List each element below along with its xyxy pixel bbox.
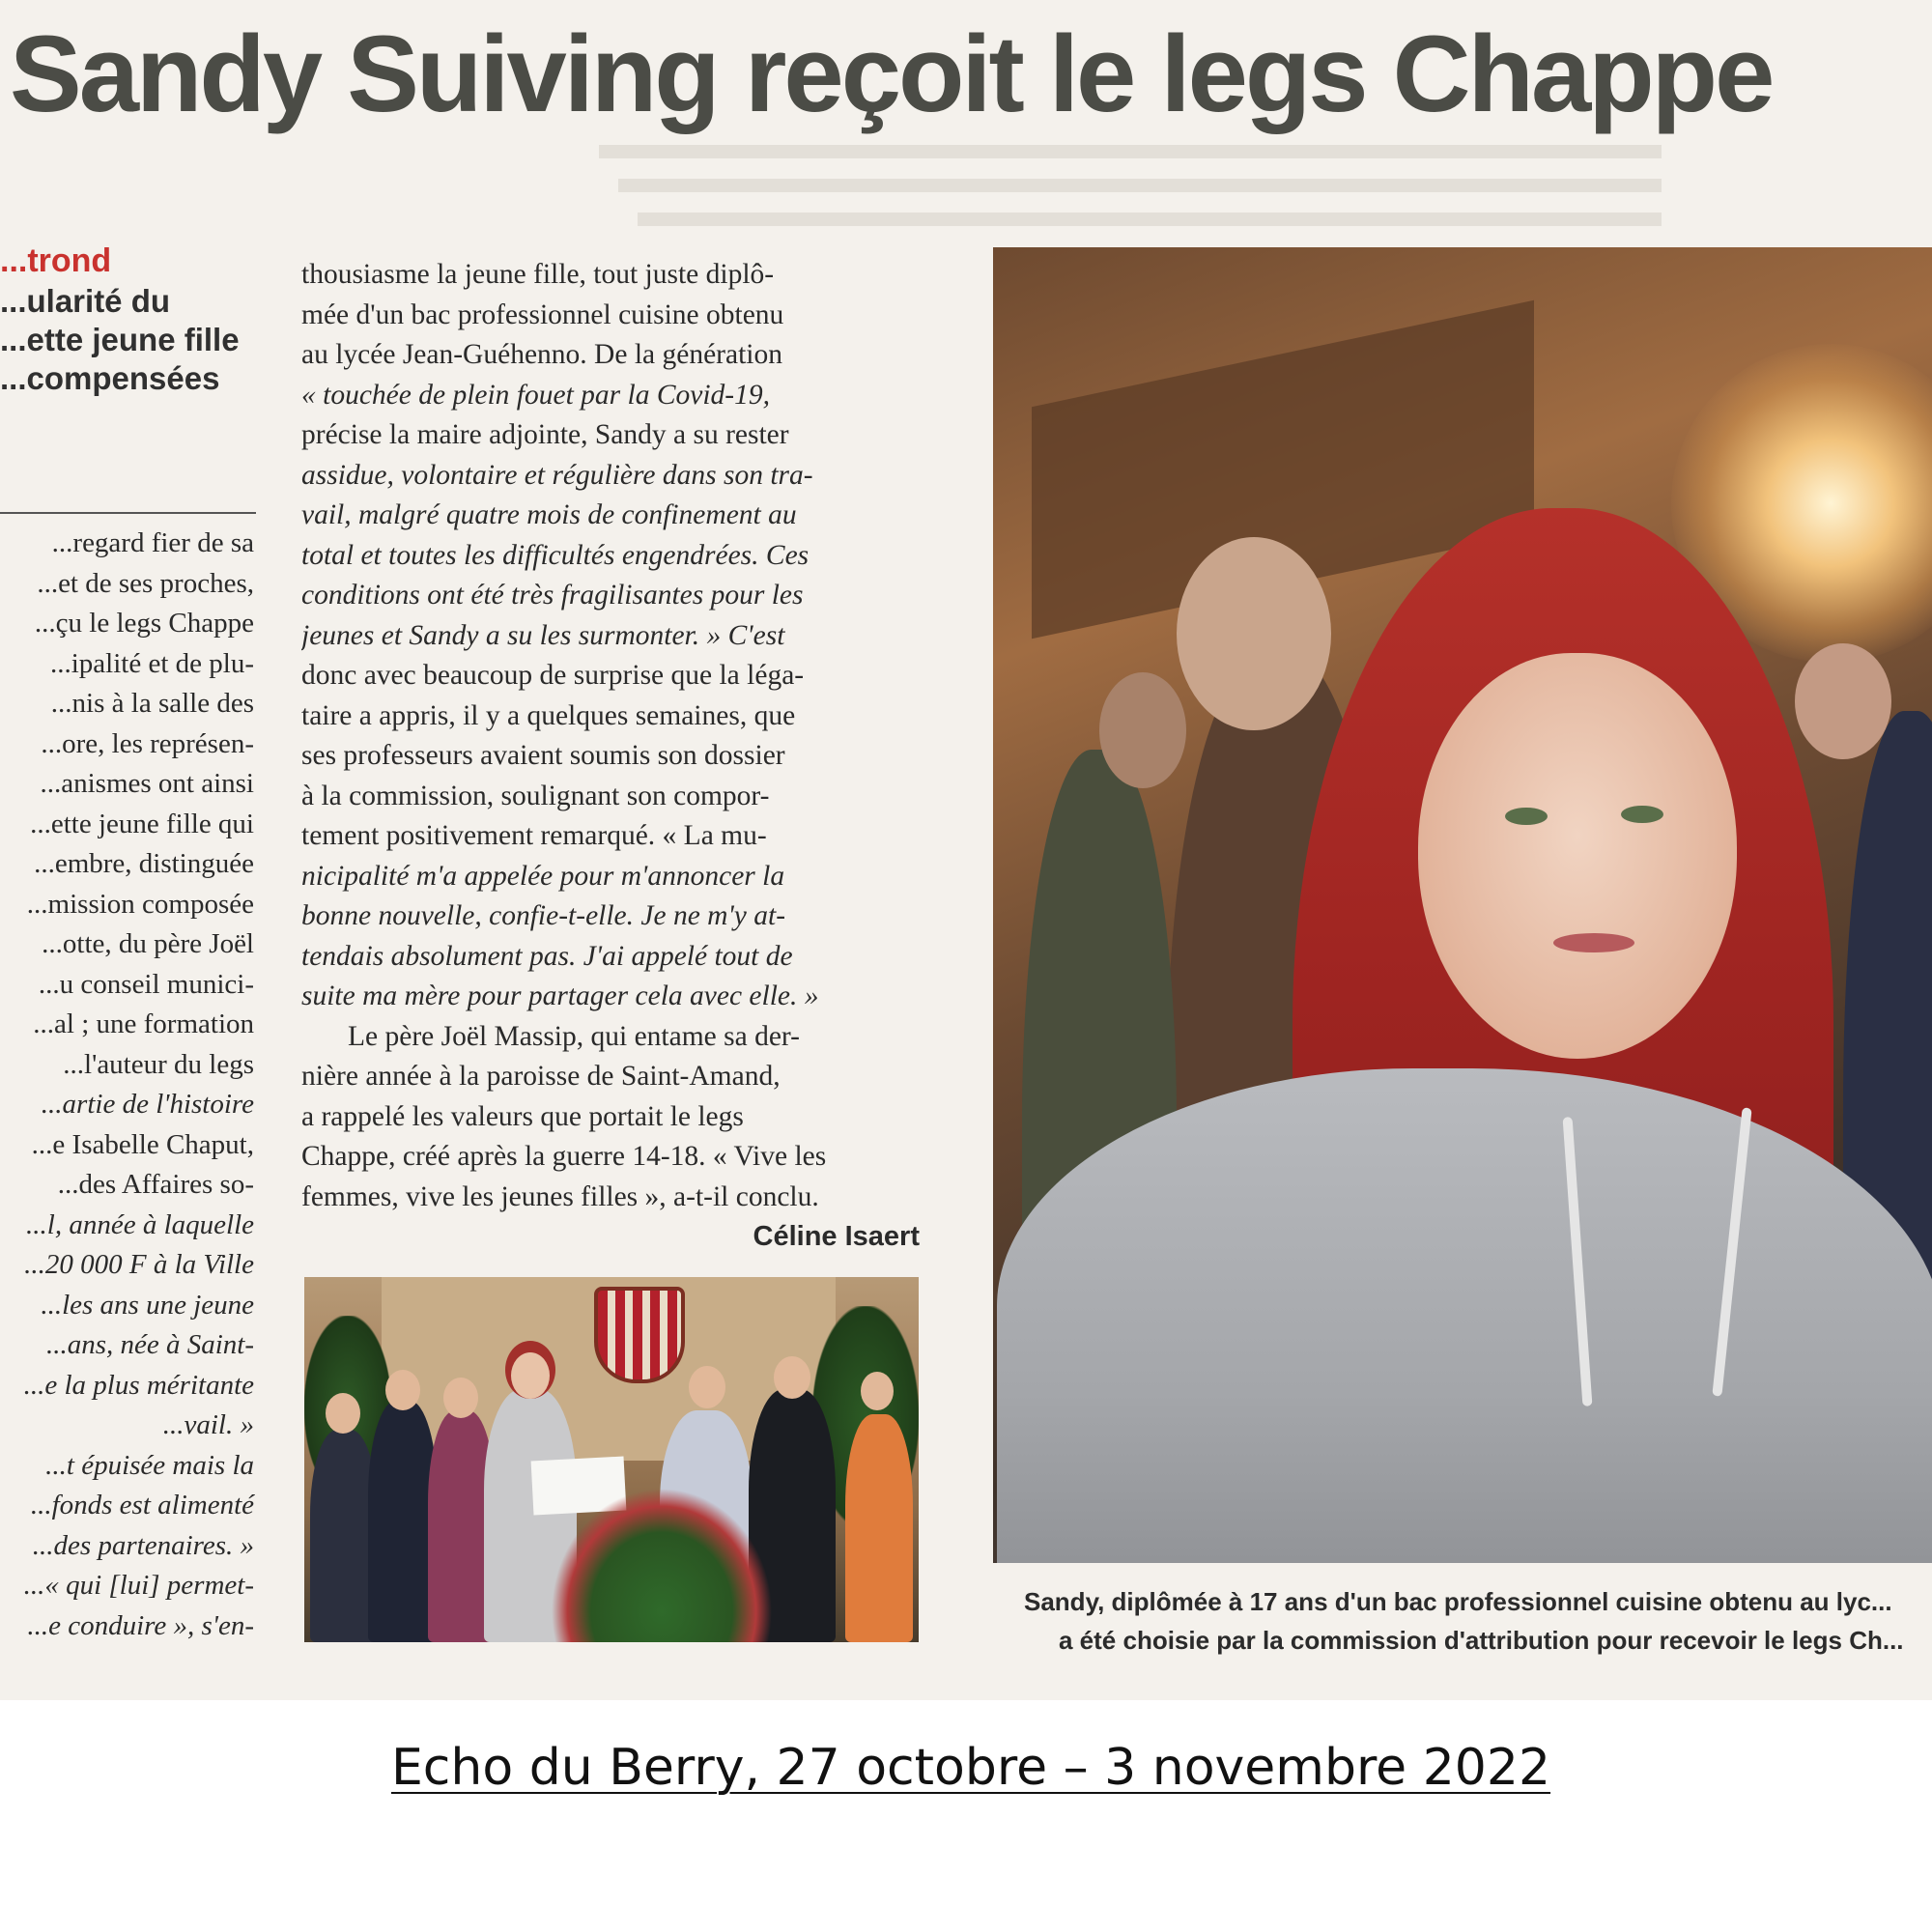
photo-person-head <box>689 1366 725 1408</box>
text-line: tendais absolument pas. J'ai appelé tout de <box>301 940 793 972</box>
text-line: ses professeurs avaient soumis son dossier <box>301 740 785 771</box>
photo-person-head <box>861 1372 894 1410</box>
portrait-photo <box>993 247 1932 1563</box>
photo-person-head <box>326 1393 360 1434</box>
bleed-through-line <box>599 145 1662 158</box>
text-line: thousiasme la jeune fille, tout juste diplô- <box>301 259 775 290</box>
portrait-face <box>1418 653 1737 1059</box>
text-line: « touchée de plein fouet par la Covid-19, <box>301 379 771 411</box>
text-line: au lycée Jean-Guéhenno. De la génération <box>301 339 782 370</box>
text-line: ...artie de l'histoire <box>41 1089 254 1120</box>
text-line: ...otte, du père Joël <box>42 928 254 959</box>
middle-column-text <box>301 255 929 1217</box>
text-line: taire a appris, il y a quelques semaines, que <box>301 699 796 731</box>
text-line: ...e conduire », s'en- <box>27 1609 254 1641</box>
text-line: ...ans, née à Saint- <box>45 1329 254 1360</box>
text-line: bonne nouvelle, confie-t-elle. Je ne m'y at- <box>301 900 786 931</box>
text-line: ...ore, les représen- <box>41 727 254 759</box>
text-line: ...çu le legs Chappe <box>34 608 254 639</box>
text-line: ...nis à la salle des <box>50 688 254 719</box>
source-text: Echo du Berry, 27 octobre – 3 novembre 2022 <box>390 1739 1551 1797</box>
text-line: ...l'auteur du legs <box>63 1048 254 1080</box>
flower-arrangement <box>551 1488 773 1642</box>
text-line: assidue, volontaire et régulière dans son tra- <box>301 459 813 491</box>
background-person-head <box>1177 537 1331 730</box>
article-headline: Sandy Suiving reçoit le legs Chappe <box>10 14 1773 134</box>
left-column-text <box>0 524 256 1646</box>
bleed-through-line <box>618 179 1662 192</box>
subhead-line: ...compensées <box>0 360 220 396</box>
photo-person-head <box>774 1356 810 1399</box>
text-line: à la commission, soulignant son compor- <box>301 780 770 811</box>
portrait-lips <box>1553 933 1634 952</box>
text-line: total et toutes les difficultés engendrées. Ces <box>301 539 810 571</box>
text-line: ...« qui [lui] permet- <box>23 1570 254 1601</box>
coat-of-arms-shield <box>594 1287 685 1383</box>
text-line: jeunes et Sandy a su les surmonter. » C'est <box>301 619 785 651</box>
text-line: ...anismes ont ainsi <box>40 768 254 799</box>
text-line: ...vail. » <box>162 1409 254 1440</box>
text-line: nicipalité m'a appelée pour m'annoncer la <box>301 860 785 892</box>
caption-line: a été choisie par la commission d'attribution pour recevoir le legs Ch... <box>1059 1626 1904 1655</box>
photo-person-head <box>511 1352 550 1399</box>
photo-caption <box>1024 1582 1932 1660</box>
text-line: ...fonds est alimenté <box>30 1490 254 1520</box>
text-line: conditions ont été très fragilisantes pour les <box>301 580 804 611</box>
text-line: ...des partenaires. » <box>32 1529 254 1561</box>
text-line: précise la maire adjointe, Sandy a su rester <box>301 419 789 450</box>
text-line: a rappelé les valeurs que portait le legs <box>301 1100 744 1132</box>
portrait-eye <box>1505 808 1548 825</box>
bleed-through-line <box>638 213 1662 226</box>
text-line: ...embre, distinguée <box>34 848 254 879</box>
text-line: mée d'un bac professionnel cuisine obtenu <box>301 298 784 330</box>
text-line: ...mission composée <box>26 888 254 920</box>
text-line: ...des Affaires so- <box>57 1169 254 1200</box>
text-line: ...regard fier de sa <box>51 527 254 558</box>
author-signature: Céline Isaert <box>753 1221 920 1252</box>
text-line: suite ma mère pour partager cela avec elle. » <box>301 980 819 1011</box>
portrait-eye <box>1621 806 1663 823</box>
middle-column <box>301 255 929 1258</box>
text-line: ...e Isabelle Chaput, <box>31 1128 254 1160</box>
text-line: ...al ; une formation <box>33 1009 254 1039</box>
text-line: vail, malgré quatre mois de confinement au <box>301 499 797 530</box>
article-subhead <box>0 282 253 398</box>
text-line: Chappe, créé après la guerre 14-18. « Vive les <box>301 1141 827 1172</box>
text-line: ...e la plus méritante <box>23 1369 254 1401</box>
text-line: ...et de ses proches, <box>37 567 254 599</box>
photo-person-head <box>385 1370 420 1410</box>
caption-line: Sandy, diplômée à 17 ans d'un bac professionnel cuisine obtenu au lyc... <box>1024 1587 1892 1616</box>
text-line: nière année à la paroisse de Saint-Amand, <box>301 1061 781 1092</box>
photo-person <box>845 1414 913 1642</box>
text-line: femmes, vive les jeunes filles », a-t-il conclu. <box>301 1180 819 1212</box>
subhead-line: ...ette jeune fille <box>0 322 240 357</box>
portrait-hoodie <box>997 1068 1932 1563</box>
source-citation <box>0 1739 1932 1797</box>
column-rule <box>0 512 256 514</box>
photo-person-head <box>443 1378 478 1418</box>
subhead-line: ...ularité du <box>0 283 171 319</box>
text-line: Le père Joël Massip, qui entame sa der- <box>348 1020 800 1052</box>
text-line: ...ipalité et de plu- <box>50 647 254 679</box>
text-line: ...ette jeune fille qui <box>30 808 254 839</box>
text-line: donc avec beaucoup de surprise que la léga- <box>301 660 805 691</box>
background-person-head <box>1795 643 1891 759</box>
group-photo <box>304 1277 919 1642</box>
text-line: ...u conseil munici- <box>38 968 254 1000</box>
text-line: ...t épuisée mais la <box>45 1449 254 1481</box>
article-kicker: ...trond <box>0 242 112 279</box>
text-line: ...les ans une jeune <box>41 1289 254 1321</box>
text-line: ...l, année à laquelle <box>26 1208 254 1240</box>
text-line: ...20 000 F à la Ville <box>24 1249 254 1280</box>
text-line: tement positivement remarqué. « La mu- <box>301 820 767 851</box>
background-person-head <box>1099 672 1186 788</box>
